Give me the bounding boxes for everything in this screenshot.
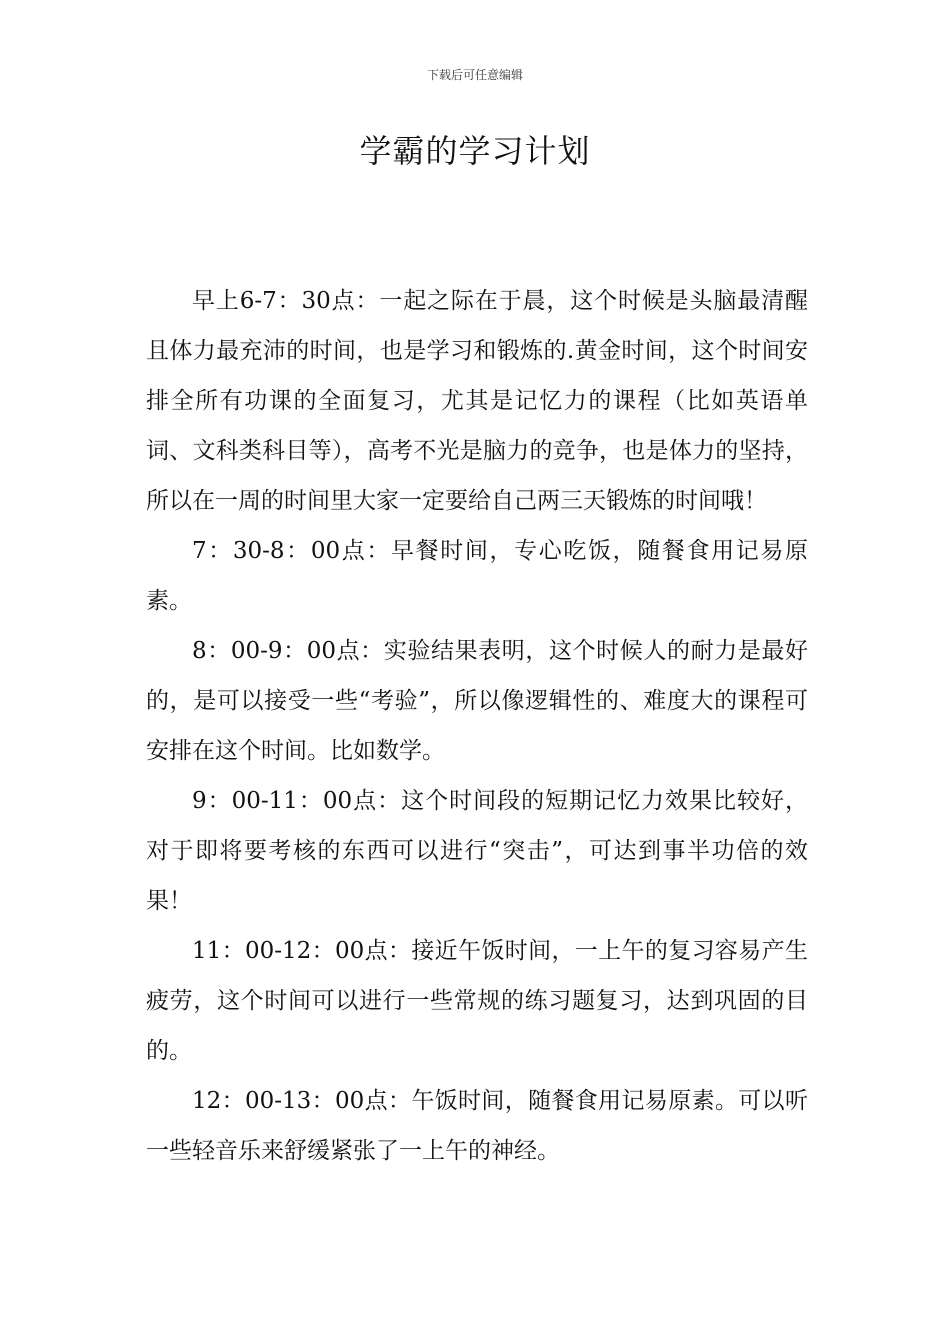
paragraph-11-12: 11：00-12：00点：接近午饭时间，一上午的复习容易产生疲劳，这个时间可以进行一些常规的练习题复习，达到巩固的目的。 — [146, 938, 808, 1064]
header-note: 下载后可任意编辑 — [426, 68, 523, 82]
paragraph-morning: 早上6-7：30点：一起之际在于晨，这个时候是头脑最清醒且体力最充沛的时间，也是学习和锻炼的.黄金时间，这个时间安排全所有功课的全面复习，尤其是记忆力的课程（比如英语单词、文科类科目等），高考不光是脑力的竞争，也是体力的坚持，所以在一周的时间里大家一定要给自己两三天锻炼的时间哦！ — [146, 288, 808, 514]
document-body — [146, 276, 808, 1176]
paragraph-9-11: 9：00-11：00点：这个时间段的短期记忆力效果比较好，对于即将要考核的东西可以进行“突击”，可达到事半功倍的效果！ — [146, 788, 808, 914]
paragraph-breakfast: 7：30-8：00点：早餐时间，专心吃饭，随餐食用记易原素。 — [146, 538, 808, 614]
paragraph-8-9: 8：00-9：00点：实验结果表明，这个时候人的耐力是最好的，是可以接受一些“考验”，所以像逻辑性的、难度大的课程可安排在这个时间。比如数学。 — [146, 638, 808, 764]
paragraph-12-13: 12：00-13：00点：午饭时间，随餐食用记易原素。可以听一些轻音乐来舒缓紧张了一上午的神经。 — [146, 1088, 808, 1164]
page-title: 学霸的学习计划 — [359, 132, 591, 170]
